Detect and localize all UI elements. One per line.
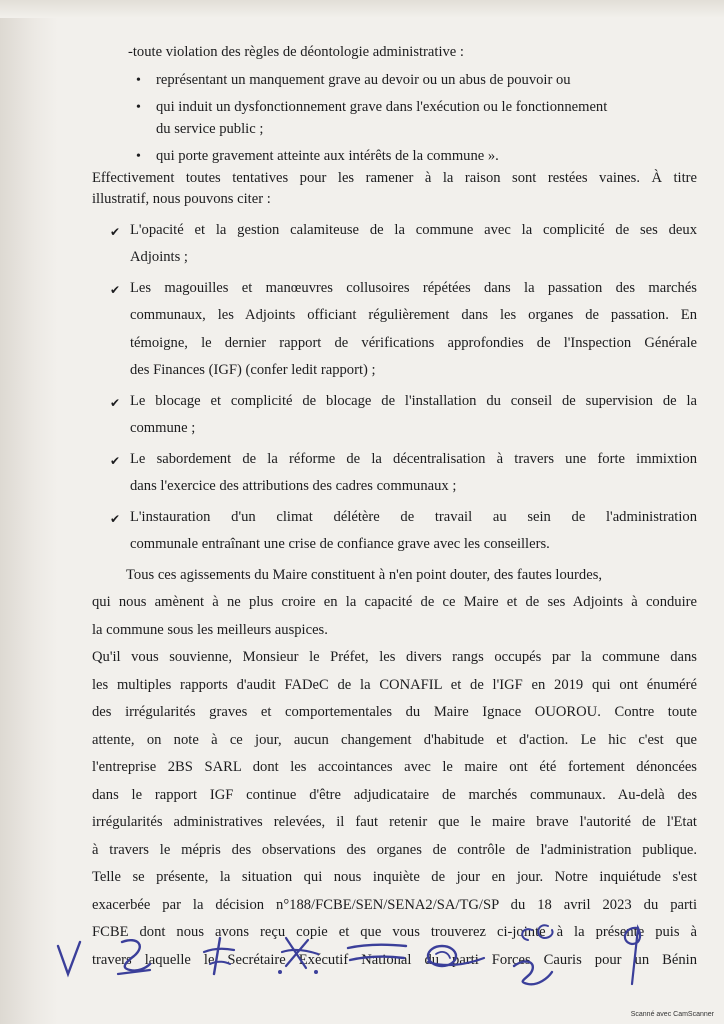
paragraph-line: des irrégularités graves et comportementales du Maire Ignace OUOROU. Contre toute: [92, 704, 697, 720]
check-text-continued: communale entraînant une crise de confiance grave avec les conseillers.: [130, 536, 550, 552]
check-text: L'opacité et la gestion calamiteuse de la commune avec la complicité de ses deux: [130, 221, 697, 238]
check-marker: ✔: [110, 224, 121, 239]
check-item: [92, 220, 697, 242]
check-text: L'instauration d'un climat délétère de travail au sein de l'administration: [130, 508, 697, 525]
paragraph-line: Tous ces agissements du Maire constituent à n'en point douter, des fautes lourdes,: [126, 566, 603, 583]
check-text: Le blocage et complicité de blocage de l'installation du conseil de supervision de la: [130, 392, 697, 409]
signature-mark: [198, 934, 238, 980]
bullet-text-continued: du service public ;: [156, 120, 264, 137]
scan-top-shadow: [0, 0, 724, 18]
paragraph-line: illustratif, nous pouvons citer :: [92, 191, 271, 207]
scanner-watermark: Scanné avec CamScanner: [630, 1011, 714, 1018]
bullet-marker: •: [136, 72, 141, 88]
paragraph-line: irrégularités administratives relevées, il faut retenir que le maire brave l'autorité de l'Etat: [92, 814, 697, 830]
check-text-continued: témoigne, le dernier rapport de vérifications approfondies de l'Inspection Générale: [130, 334, 697, 351]
signature-mark: [112, 934, 156, 980]
check-text: Les magouilles et manœuvres collusoires répétées dans la passation des marchés: [130, 279, 697, 296]
paragraph-line: l'entreprise 2BS SARL dont les accointances avec le maire ont été fortement dénoncées: [92, 759, 697, 775]
intro-line: -toute violation des règles de déontologie administrative :: [128, 44, 464, 60]
check-text-continued: communaux, les Adjoints officiant régulièrement dans les organes de passation. En: [130, 307, 697, 323]
signature-mark: [54, 940, 86, 980]
signature-mark: [272, 932, 324, 980]
check-item: [92, 391, 697, 413]
bullet-marker: •: [136, 149, 141, 164]
bullet-text: représentant un manquement grave au devoir ou un abus de pouvoir ou: [156, 71, 571, 88]
bullet-item: [92, 146, 697, 168]
paragraph-line: attente, on note à ce jour, aucun changement d'habitude et d'action. Le hic c'est que: [92, 731, 697, 748]
check-text-continued: dans l'exercice des attributions des cadres communaux ;: [130, 478, 457, 494]
check-text-continued: Adjoints ;: [130, 249, 188, 265]
signature-mark: [344, 936, 410, 972]
bullet-text: qui induit un dysfonctionnement grave dans l'exécution ou le fonctionnement: [156, 99, 608, 115]
check-text-continued: commune ;: [130, 420, 196, 436]
paragraph-line: Qu'il vous souvienne, Monsieur le Préfet, les divers rangs occupés par la commune dans: [92, 649, 697, 665]
paragraph-line: la commune sous les meilleurs auspices.: [92, 621, 328, 638]
check-text: Le sabordement de la réforme de la décentralisation à travers une forte immixtion: [130, 450, 697, 467]
paragraph-line: Telle se présente, la situation qui nous inquiète de jour en jour. Notre inquiétude s'est: [92, 869, 697, 885]
signature-mark: [508, 916, 574, 988]
paragraph-line: exacerbée par la décision n°188/FCBE/SEN/SENA2/SA/TG/SP du 18 avril 2023 du parti: [92, 896, 697, 913]
signature-mark: [610, 922, 650, 988]
check-marker: ✔: [110, 282, 121, 297]
bullet-marker: •: [136, 100, 141, 115]
check-text-continued: des Finances (IGF) (confer ledit rapport) ;: [130, 362, 376, 378]
check-marker: ✔: [110, 395, 121, 410]
scan-edge-shadow: [0, 0, 58, 1024]
paragraph-line: à travers le mépris des observations des organes de contrôle de l'administration publique.: [92, 841, 697, 858]
bullet-text: qui porte gravement atteinte aux intérêts de la commune ».: [156, 148, 499, 164]
paragraph-line: dans le rapport IGF continue d'être adjudicataire de marchés communaux. Au-delà des: [92, 786, 697, 803]
paragraph-line: FCBE dont nous avons reçu copie et que vous trouverez ci-jointe à la présente puis à: [92, 924, 697, 940]
bullet-item: [92, 70, 697, 92]
check-item: [92, 278, 697, 300]
check-item: [92, 507, 697, 529]
document-page: [92, 42, 697, 971]
bullet-item: [92, 97, 697, 119]
check-marker: ✔: [110, 511, 121, 526]
paragraph-line: travers laquelle le Secrétaire Exécutif National du parti Forces Cauris pour un Bénin: [92, 951, 697, 968]
signature-mark: [418, 928, 488, 978]
paragraph-line: qui nous amènent à ne plus croire en la capacité de ce Maire et de ses Adjoints à conduire: [92, 594, 697, 610]
paragraph-line: Effectivement toutes tentatives pour les ramener à la raison sont restées vaines. À titre: [92, 169, 697, 186]
signature-row: [40, 912, 660, 990]
check-marker: ✔: [110, 453, 121, 468]
paragraph-line: les multiples rapports d'audit FADeC de la CONAFIL et de l'IGF en 2019 qui ont énuméré: [92, 676, 697, 693]
check-item: [92, 449, 697, 471]
